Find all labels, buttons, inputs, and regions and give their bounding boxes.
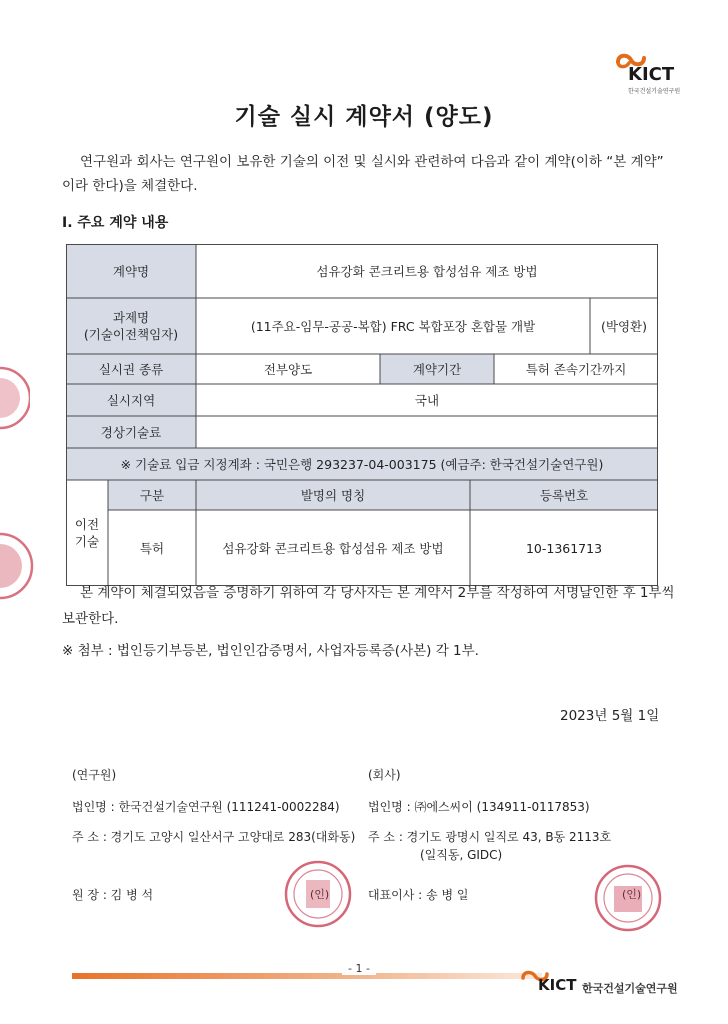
royalty-label: 경상기술료 (100, 424, 162, 440)
institute-seal-stamp (282, 858, 354, 930)
transfer-label-line-2: 기술 (74, 534, 100, 549)
company-seal-stamp (592, 862, 664, 934)
footer-institute-name: 한국건설기술연구원 (582, 982, 678, 995)
col-header-reg-no: 등록번호 (539, 487, 589, 503)
contract-name-label: 계약명 (112, 263, 150, 279)
intro-line-1: 연구원과 회사는 연구원이 보유한 기술의 이전 및 실시와 관련하여 다음과 같이 계약(이하 “본 계약” (80, 154, 664, 170)
closing-line-2: 보관한다. (62, 611, 119, 627)
right-type-value: 전부양도 (263, 361, 313, 377)
company-seal-mark: (인) (622, 888, 642, 901)
institute-corp-name: 법인명 : 한국건설기술연구원 (111241-0002284) (72, 800, 340, 814)
attachment-note: ※ 첨부 : 법인등기부등본, 법인인감증명서, 사업자등록증(사본) 각 1부. (62, 643, 479, 659)
row-category: 특허 (139, 540, 165, 556)
page-number: - 1 - (342, 962, 376, 975)
logo-subtitle: 한국건설기술연구원 (628, 88, 681, 95)
company-heading: (회사) (368, 768, 401, 782)
company-ceo: 대표이사 : 송 병 일 (368, 888, 469, 902)
transfer-label-line-1: 이전 (74, 517, 100, 532)
col-header-category: 구분 (139, 487, 165, 503)
account-note: ※ 기술료 입금 지정계좌 : 국민은행 293237-04-003175 (예금주: 한국건설기술연구원) (120, 456, 604, 472)
footer-logo (520, 968, 700, 998)
company-address-2: (일직동, GIDC) (420, 848, 503, 862)
row-reg-no: 10-1361713 (525, 540, 603, 556)
closing-paragraph (62, 580, 692, 632)
col-header-invention: 발명의 명칭 (300, 487, 366, 503)
intro-paragraph (62, 150, 682, 198)
footer-rule (72, 972, 542, 980)
project-label-line-2: (기술이전책임자) (83, 327, 179, 342)
company-address-1: 주 소 : 경기도 광명시 일직로 43, B동 2113호 (368, 830, 612, 844)
royalty-value (196, 416, 658, 448)
intro-line-2: 이라 한다)을 체결한다. (62, 178, 198, 194)
project-manager: (박영환) (601, 318, 647, 334)
period-label: 계약기간 (412, 361, 462, 377)
company-corp-name: 법인명 : ㈜에스씨이 (134911-0117853) (368, 800, 590, 814)
document-title: 기술 실시 계약서 (양도) (234, 104, 494, 130)
region-value: 국내 (414, 392, 440, 408)
period-value: 특허 존속기간까지 (525, 361, 627, 377)
margin-seal-bottom (0, 532, 34, 600)
institute-director: 원 장 : 김 병 석 (72, 888, 154, 902)
project-value: (11주요-임무-공공-복합) FRC 복합포장 혼합물 개발 (250, 318, 536, 334)
transfer-tech-label (66, 480, 108, 586)
section-title: I. 주요 계약 내용 (62, 215, 169, 231)
footer-logo-wordmark: KICT (538, 976, 577, 994)
institute-heading: (연구원) (72, 768, 117, 782)
closing-line-1: 본 계약이 체결되었음을 증명하기 위하여 각 당사자는 본 계약서 2부를 작성하여 서명날인한 후 1부씩 (80, 585, 675, 601)
project-label-line-1: 과제명 (112, 310, 150, 325)
project-label (66, 298, 196, 354)
contract-date: 2023년 5월 1일 (560, 708, 660, 724)
contract-table (66, 244, 658, 586)
logo-wordmark: KICT (628, 64, 675, 85)
contract-name-value: 섬유강화 콘크리트용 합성섬유 제조 방법 (316, 263, 538, 279)
institute-address: 주 소 : 경기도 고양시 일산서구 고양대로 283(대화동) (72, 830, 356, 844)
institute-seal-mark: (인) (310, 888, 330, 901)
margin-seal-top (0, 366, 30, 430)
kict-logo (606, 50, 686, 100)
row-invention: 섬유강화 콘크리트용 합성섬유 제조 방법 (222, 540, 444, 556)
region-label: 실시지역 (106, 392, 156, 408)
right-type-label: 실시권 종류 (98, 361, 164, 377)
